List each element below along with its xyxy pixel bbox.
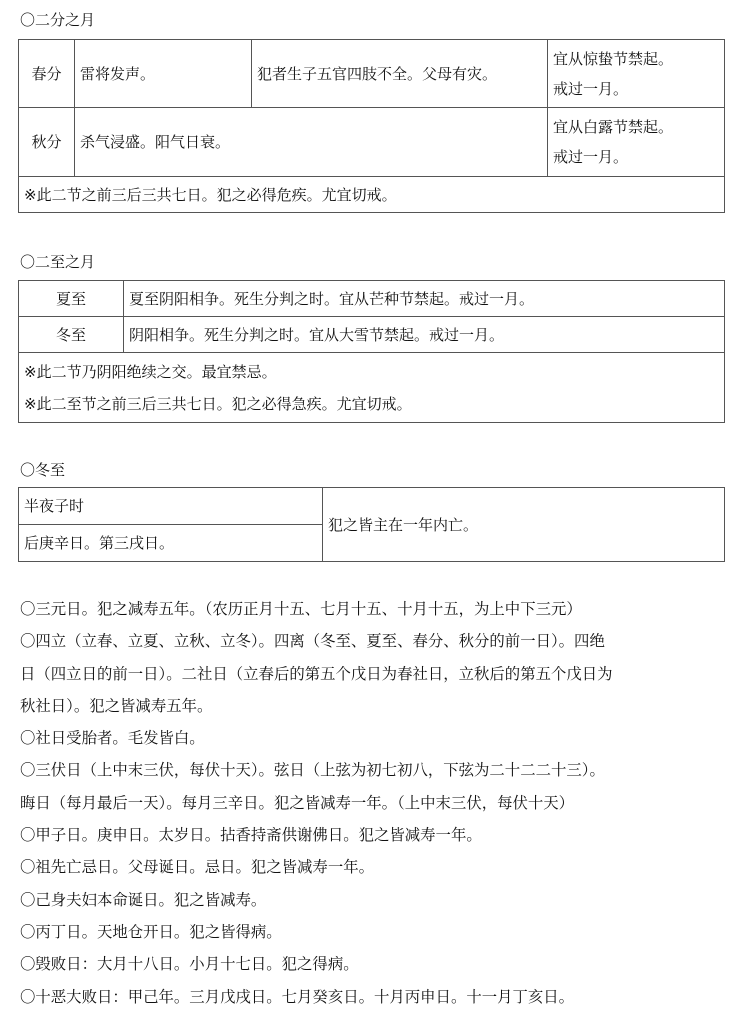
left-cell: 半夜子时: [19, 488, 323, 525]
note-cell: [19, 353, 725, 423]
note-line: ※此二至节之前三后三共七日。犯之必得急疾。尤宜切戒。: [24, 394, 412, 413]
advice-cell: [548, 108, 725, 177]
solstice-table: [18, 280, 725, 423]
term-cell: 冬至: [19, 317, 124, 353]
text-line: 〇丙丁日。天地仓开日。犯之皆得病。: [20, 922, 282, 941]
text-line: 秋社日）。犯之皆减寿五年。: [20, 696, 213, 715]
text-cell: 阴阳相争。死生分判之时。宜从大雪节禁起。戒过一月。: [124, 317, 725, 353]
left-cell: 后庚辛日。第三戌日。: [19, 525, 323, 562]
desc-cell: 雷将发声。: [75, 40, 252, 108]
table-row: [19, 40, 725, 108]
text-line: 〇社日受胎者。毛发皆白。: [20, 729, 205, 748]
text-line: 〇四立（立春、立夏、立秋、立冬）。四离（冬至、夏至、春分、秋分的前一日）。四绝: [20, 632, 605, 651]
omen-cell: 犯者生子五官四肢不全。父母有灾。: [252, 40, 548, 108]
advice-line: 戒过一月。: [553, 148, 629, 166]
text-line: 〇三元日。犯之减寿五年。（农历正月十五、七月十五、十月十五，为上中下三元）: [20, 600, 582, 618]
text-line: 〇毁败日：大月十八日。小月十七日。犯之得病。: [20, 955, 359, 974]
text-line: 〇十恶大败日：甲己年。三月戊戌日。七月癸亥日。十月丙申日。十一月丁亥日。: [20, 987, 575, 1006]
text-line: 〇甲子日。庚申日。太岁日。拈香持斋供谢佛日。犯之皆减寿一年。: [20, 826, 482, 845]
table-row: [19, 281, 725, 317]
advice-line: 宜从惊蛰节禁起。: [553, 49, 674, 68]
text-line: 日（四立日的前一日）。二社日（立春后的第五个戊日为春社日，立秋后的第五个戊日为: [20, 664, 613, 683]
note-cell: ※此二节之前三后三共七日。犯之必得危疾。尤宜切戒。: [19, 177, 725, 213]
text-cell: 夏至阴阳相争。死生分判之时。宜从芒种节禁起。戒过一月。: [124, 281, 725, 317]
term-cell: 秋分: [19, 108, 75, 177]
desc-cell: 杀气浸盛。阳气日衰。: [75, 108, 548, 177]
text-line: 〇祖先亡忌日。父母诞日。忌日。犯之皆减寿一年。: [20, 858, 374, 877]
section-equinox-title: 〇二分之月: [20, 11, 96, 29]
table-row: [19, 353, 725, 423]
winter-table: [18, 487, 725, 562]
term-cell: 夏至: [19, 281, 124, 317]
table-row: [19, 488, 725, 525]
right-cell: 犯之皆主在一年内亡。: [323, 488, 725, 562]
equinox-table: [18, 39, 725, 213]
advice-line: 戒过一月。: [553, 79, 629, 98]
text-line: 〇三伏日（上中末三伏，每伏十天）。弦日（上弦为初七初八，下弦为二十二二十三）。: [20, 761, 605, 780]
advice-cell: [548, 40, 725, 108]
table-row: [19, 317, 725, 353]
term-cell: 春分: [19, 40, 75, 108]
text-line: 晦日（每月最后一天）。每月三辛日。犯之皆减寿一年。（上中末三伏，每伏十天）: [20, 793, 575, 812]
advice-line: 宜从白露节禁起。: [553, 118, 674, 136]
section-solstice-title: 〇二至之月: [20, 253, 96, 271]
note-line: ※此二节乃阴阳绝续之交。最宜禁忌。: [24, 362, 277, 381]
text-line: 〇己身夫妇本命诞日。犯之皆减寿。: [20, 890, 267, 909]
section-winter-title: 〇冬至: [20, 461, 66, 479]
table-row: [19, 108, 725, 177]
paragraph-block: [20, 593, 726, 1013]
table-row: [19, 177, 725, 213]
